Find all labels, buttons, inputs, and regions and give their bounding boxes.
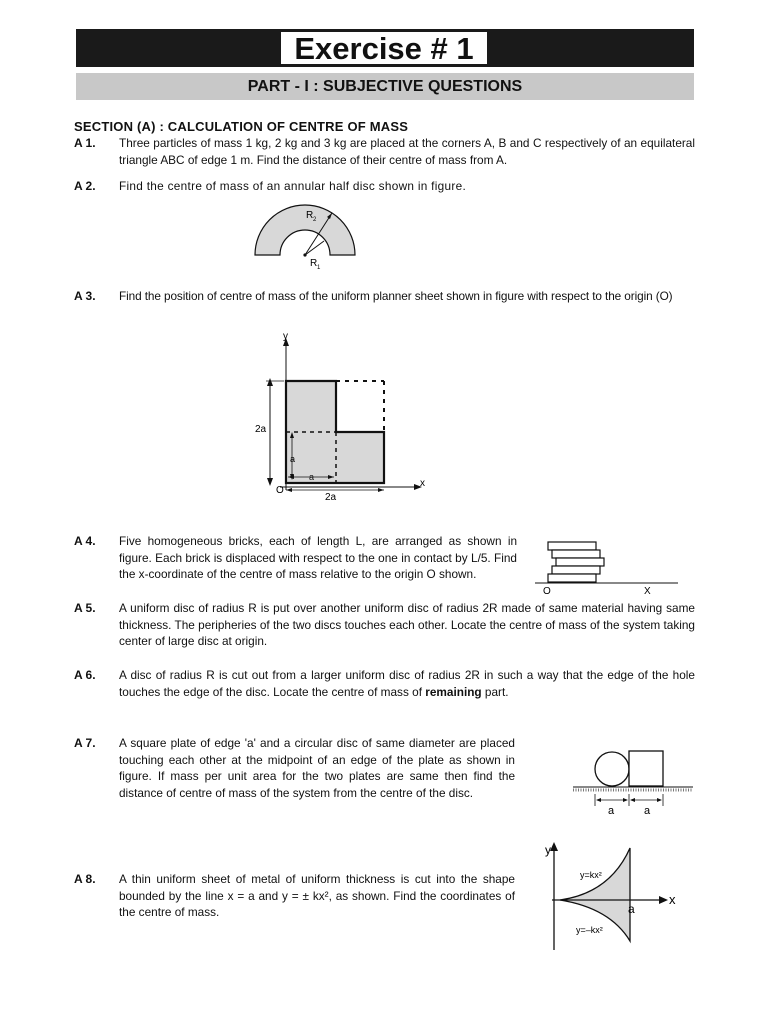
dim-a-left-label: a xyxy=(608,805,615,817)
remaining-emphasis: remaining xyxy=(425,684,482,699)
origin-label: O xyxy=(543,586,551,597)
origin-label: O xyxy=(276,485,284,496)
y-axis-label: y xyxy=(283,331,288,342)
question-text-a7: A square plate of edge 'a' and a circular disc of same diameter are placed touching each other at the midpoint of an edge of the plate as shown in figure. If mass per unit area for the two plates are same then find the distance of centre of mass of the system from the centre of the disc. xyxy=(119,736,515,800)
question-number-a5: A 5. xyxy=(74,601,96,615)
lower-curve-label: y=–kx² xyxy=(576,925,603,935)
question-number-a1: A 1. xyxy=(74,136,96,150)
height-2a-label: 2a xyxy=(255,424,267,435)
r2-label: R xyxy=(306,210,314,221)
question-text-a8: A thin uniform sheet of metal of uniform thickness is cut into the shape bounded by the line x = a and y = ± kx², as shown. Find the coordinates of the centre of mass. xyxy=(119,872,515,920)
question-number-a2: A 2. xyxy=(74,179,96,193)
question-number-a7: A 7. xyxy=(74,736,96,750)
question-number-a4: A 4. xyxy=(74,534,96,548)
exercise-title: Exercise # 1 xyxy=(279,30,489,66)
question-text-a2: Find the centre of mass of an annular half disc shown in figure. xyxy=(119,179,467,193)
section-title: SECTION (A) : CALCULATION OF CENTRE OF MASS xyxy=(74,119,409,134)
inner-height-a-label: a xyxy=(290,454,296,464)
question-text-a5: A uniform disc of radius R is put over another uniform disc of radius 2R made of same material having same thickness. The peripheries of the two discs touches each other. Locate the centre of mass of the system taking center of large disc at origin. xyxy=(119,601,695,649)
disc-square-figure xyxy=(568,744,698,819)
question-number-a6: A 6. xyxy=(74,668,96,682)
edge-a-label: a xyxy=(628,902,635,916)
inner-width-a-label: a xyxy=(309,472,315,482)
question-text-a6: A disc of radius R is cut out from a larger uniform disc of radius 2R in such a way that the edge of the hole touches the edge of the disc. Locate the centre of mass of remaining part. xyxy=(119,668,695,699)
x-axis-label: x xyxy=(669,892,676,907)
question-text-a1: Three particles of mass 1 kg, 2 kg and 3 kg are placed at the corners A, B and C respectively of an equilateral triangle ABC of edge 1 m. Find the distance of their centre of mass from A. xyxy=(119,136,695,167)
parabolic-sheet-figure xyxy=(540,838,690,953)
x-axis-label: X xyxy=(644,586,651,597)
annular-half-disc-figure xyxy=(250,200,360,272)
question-text-a3: Find the position of centre of mass of the uniform planner sheet shown in figure with respect to the origin (O) xyxy=(119,289,673,303)
dim-a-right-label: a xyxy=(644,805,651,817)
question-number-a8: A 8. xyxy=(74,872,96,886)
upper-curve-label: y=kx² xyxy=(580,870,602,880)
svg-text:1: 1 xyxy=(317,265,321,271)
stacked-bricks-figure xyxy=(530,538,680,598)
r1-label: R xyxy=(310,258,318,269)
question-text-a4: Five homogeneous bricks, each of length L, are arranged as shown in figure. Each brick is displaced with respect to the one in contact by L/5. Find the x-coordinate of the centre of mass relative to the origin O shown. xyxy=(119,534,517,582)
question-number-a3: A 3. xyxy=(74,289,96,303)
svg-text:2: 2 xyxy=(313,217,317,223)
l-shaped-sheet-figure xyxy=(250,328,435,508)
width-2a-label: 2a xyxy=(325,492,337,503)
y-axis-label: y xyxy=(545,843,551,857)
part-heading: PART - I : SUBJECTIVE QUESTIONS xyxy=(76,73,694,100)
x-axis-label: x xyxy=(420,478,425,489)
